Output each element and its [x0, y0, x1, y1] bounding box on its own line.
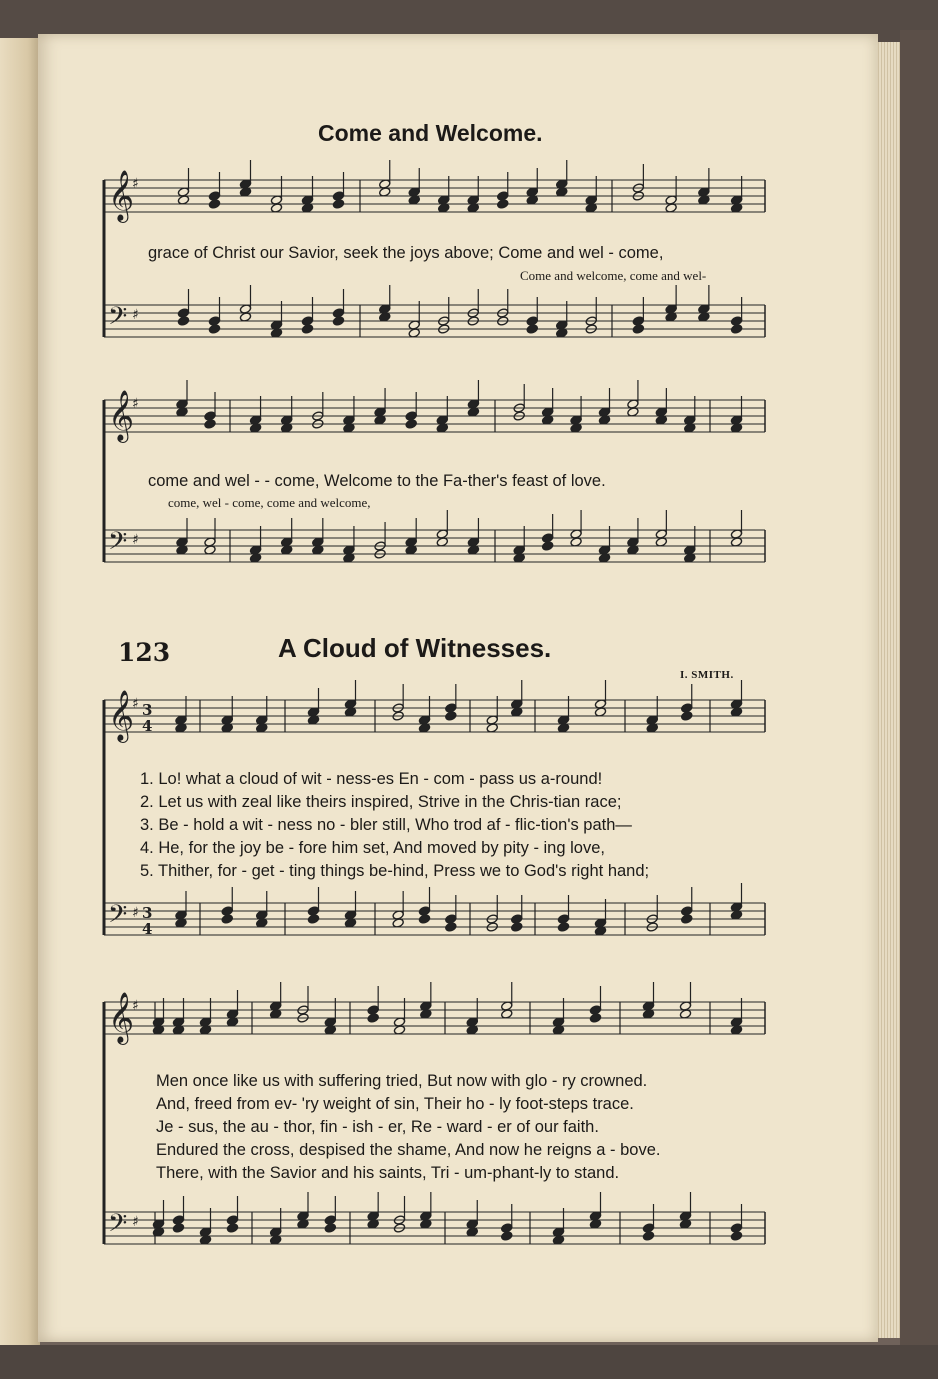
hymn-title-come-and-welcome: Come and Welcome.: [318, 120, 543, 146]
verse-line: 4. He, for the joy be - fore him set, And moved by pity - ing love,: [140, 839, 605, 857]
svg-text:4: 4: [142, 717, 153, 735]
alto-lyric-line: Come and welcome, come and wel-: [520, 268, 707, 283]
verse-line: There, with the Savior and his saints, Tri - um-phant-ly to stand.: [156, 1164, 620, 1182]
verse-line: Endured the cross, despised the shame, And now he reigns a - bove.: [156, 1141, 661, 1159]
svg-text:𝄢: 𝄢: [108, 1209, 128, 1244]
svg-text:𝄢: 𝄢: [108, 900, 128, 935]
svg-text:♯: ♯: [132, 176, 139, 192]
verse-line: 2. Let us with zeal like theirs inspired, Strive in the Chris-tian race;: [140, 793, 622, 811]
book-cover-bottom: [0, 1345, 938, 1379]
verse-line: Men once like us with suffering tried, But now with glo - ry crowned.: [156, 1072, 648, 1090]
verse-line: 5. Thither, for - get - ting things be-hind, Press we to God's right hand;: [140, 862, 650, 880]
svg-text:𝄢: 𝄢: [108, 527, 128, 562]
staff-system-1: [100, 165, 780, 365]
svg-text:𝄞: 𝄞: [108, 992, 135, 1043]
page-stack-edge: [876, 42, 900, 1338]
verse-line: 1. Lo! what a cloud of wit - ness-es En - com - pass us a-round!: [140, 770, 603, 788]
hymn-number: 123: [118, 638, 171, 667]
book-cover-right: [900, 30, 938, 1350]
svg-text:𝄞: 𝄞: [108, 390, 135, 441]
svg-text:♯: ♯: [132, 998, 139, 1014]
left-page-edge: [0, 38, 40, 1345]
svg-text:♯: ♯: [132, 307, 139, 323]
verse-line: 3. Be - hold a wit - ness no - bler still, Who trod af - flic-tion's path—: [140, 816, 632, 834]
verse-line: Je - sus, the au - thor, fin - ish - er, Re - ward - er of our faith.: [156, 1118, 599, 1136]
svg-text:4: 4: [142, 920, 153, 938]
svg-text:𝄞: 𝄞: [108, 690, 135, 741]
svg-text:♯: ♯: [132, 1214, 139, 1230]
lyric-line: come and wel - - come, Welcome to the Fa-ther's feast of love.: [148, 472, 606, 490]
svg-text:𝄢: 𝄢: [108, 302, 128, 337]
lyric-line: grace of Christ our Savior, seek the joys above; Come and wel - come,: [148, 244, 664, 262]
verse-line: And, freed from ev- 'ry weight of sin, Their ho - ly foot-steps trace.: [156, 1095, 634, 1113]
svg-text:𝄞: 𝄞: [108, 170, 135, 221]
svg-text:♯: ♯: [132, 696, 139, 712]
svg-text:3: 3: [142, 701, 153, 719]
hymn-author: I. SMITH.: [680, 669, 734, 681]
svg-text:♯: ♯: [132, 905, 139, 921]
svg-text:♯: ♯: [132, 396, 139, 412]
svg-text:♯: ♯: [132, 532, 139, 548]
hymn-title-cloud-of-witnesses: A Cloud of Witnesses.: [278, 633, 552, 663]
alto-lyric-line: come, wel - come, come and welcome,: [168, 495, 371, 510]
svg-text:3: 3: [142, 904, 153, 922]
